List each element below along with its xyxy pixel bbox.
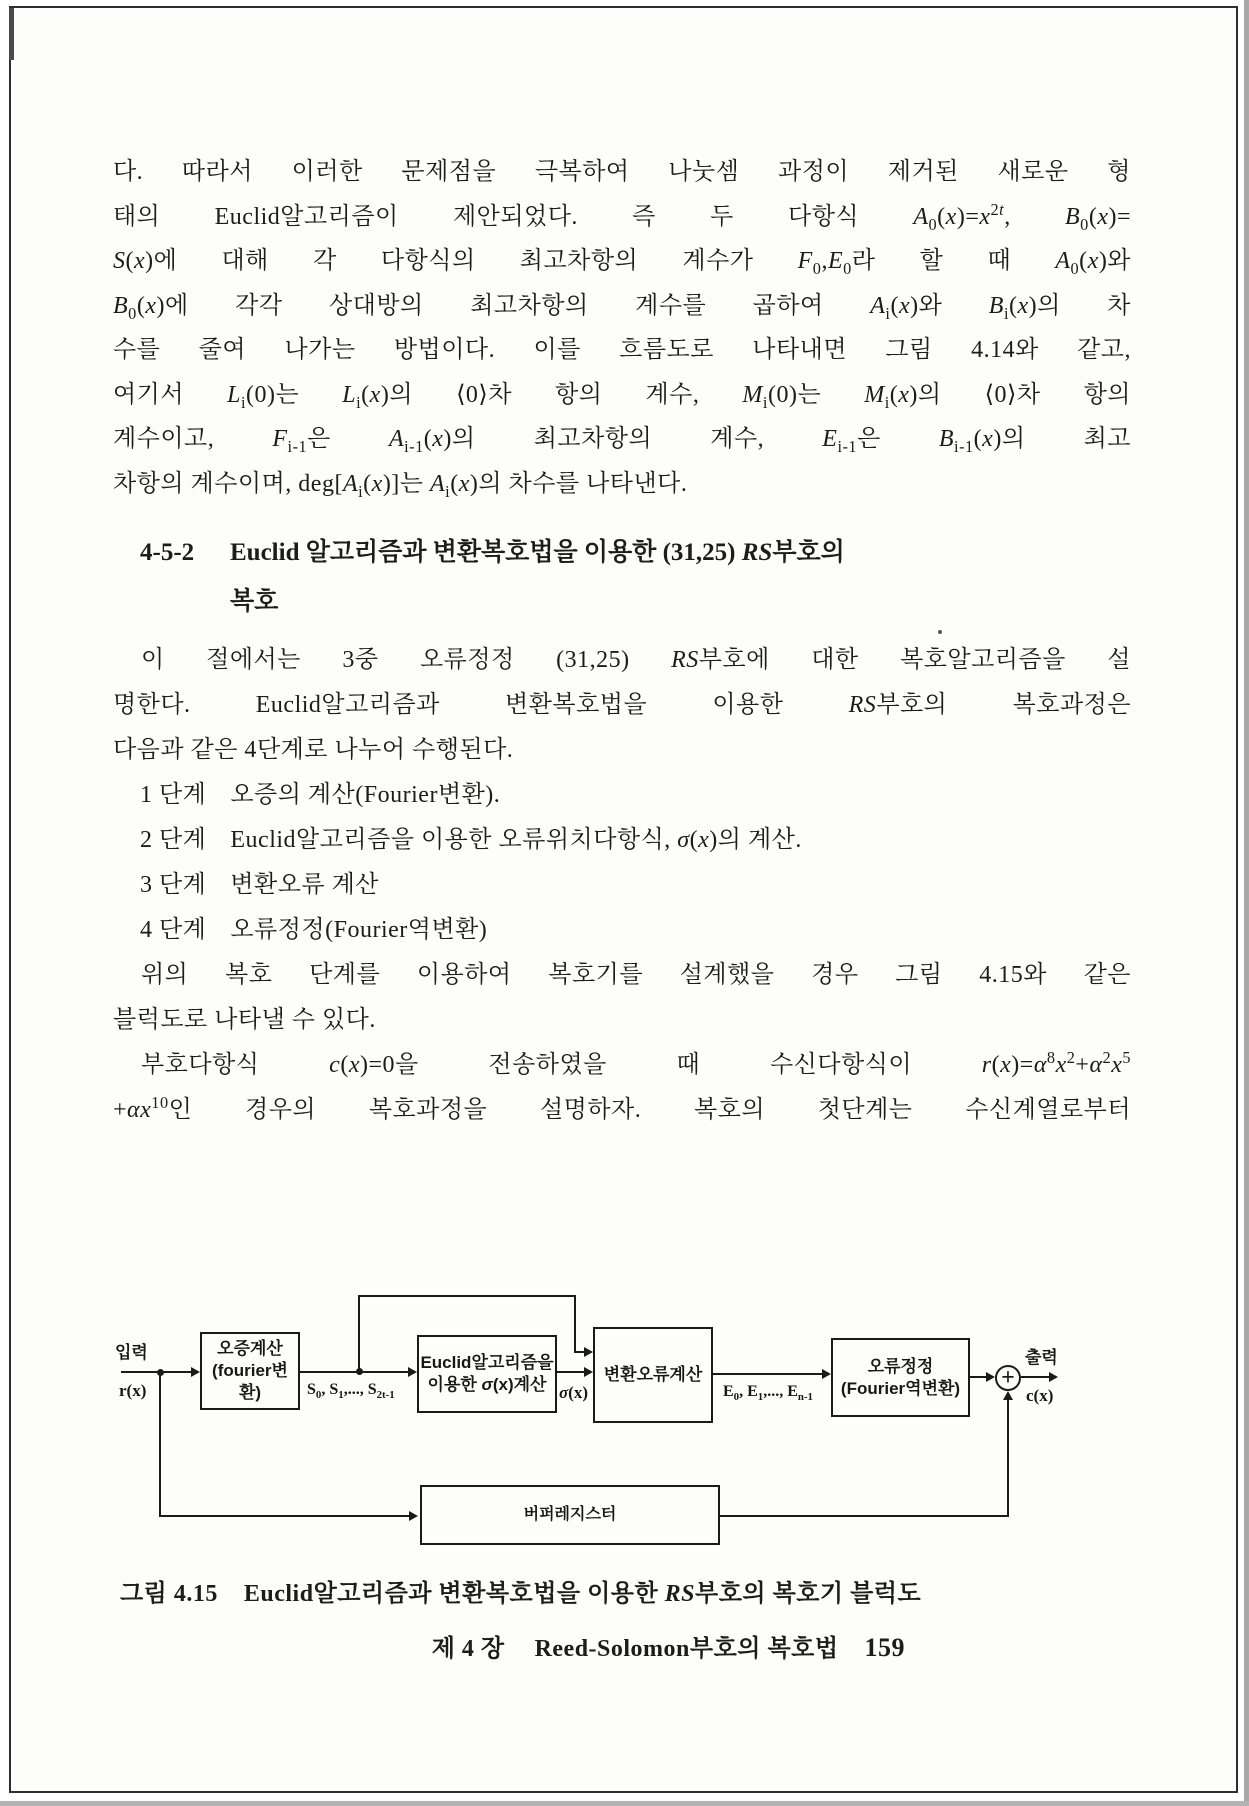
list-item — [140, 908, 1131, 953]
step-text: 오증의 계산(Fourier변환). — [230, 782, 501, 808]
buffer-feed-vline — [159, 1371, 161, 1517]
input-label: 입력 — [115, 1343, 148, 1362]
syndrome-calc-box — [200, 1332, 300, 1410]
step-number: 2 단계 — [140, 827, 207, 853]
step-number: 4 단계 — [140, 917, 207, 943]
bypass-line-up — [358, 1295, 360, 1372]
paragraph-4 — [113, 1043, 1131, 1133]
chapter-label: 제 4 장 — [431, 1636, 505, 1662]
output-arrowhead — [1049, 1372, 1058, 1382]
text-line: 다음과 같은 4단계로 나누어 수행된다. — [113, 737, 514, 763]
bypass-line-top — [358, 1295, 576, 1297]
list-item — [140, 818, 1131, 863]
syndrome-line — [300, 1371, 410, 1373]
decoder-block-diagram — [113, 1291, 1131, 1549]
page-footer — [432, 1628, 905, 1663]
step-number: 3 단계 — [140, 872, 207, 898]
chapter-title: Reed-Solomon부호의 복호법 — [534, 1636, 839, 1662]
text-line: $+\alpha x^{10}$인 경우의 복호과정을 설명하자. 복호의 첫단계는 수신계열로부터 — [113, 1093, 1131, 1123]
sigma-arrowhead — [584, 1367, 593, 1377]
box-label: (fourier변환) — [212, 1361, 288, 1402]
error-line — [713, 1373, 823, 1375]
output-label: 출력 — [1025, 1348, 1058, 1367]
text-line: S(x)에 대해 각 다항식의 최고차항의 계수가 $F_0,E_0$라 할 때 $A_0(x)$와 — [113, 248, 1131, 278]
scan-shadow-right — [1244, 0, 1249, 1806]
section-heading — [113, 528, 1131, 626]
box-label: 버퍼레지스터 — [523, 1506, 617, 1523]
euclid-algorithm-box — [417, 1335, 557, 1413]
step-text: 변환오류 계산 — [230, 872, 379, 898]
bypass-arrowhead — [584, 1347, 593, 1357]
text-line: 블럭도로 나타낼 수 있다. — [113, 1007, 376, 1033]
paragraph-1 — [113, 150, 1131, 506]
figure-caption-text: Euclid알고리즘과 변환복호법을 이용한 RS부호의 복호기 블럭도 — [243, 1581, 922, 1607]
adder-in-arrowhead — [986, 1372, 995, 1382]
error-arrowhead — [822, 1369, 831, 1379]
section-number: 4-5-2 — [140, 539, 195, 566]
box-label: 변환오류계산 — [603, 1365, 703, 1384]
box-label: Euclid알고리즘을 — [420, 1353, 554, 1372]
page-body — [113, 0, 1131, 1663]
paragraph-3 — [113, 953, 1131, 1043]
plus-icon: + — [1001, 1365, 1015, 1391]
syndrome-sequence-label: $S_0$, $S_1$,..., $S_{2t-1}$ — [307, 1381, 395, 1402]
box-label: 이용한 σ(x)계산 — [427, 1375, 547, 1394]
step-text: 오류정정(Fourier역변환) — [230, 917, 488, 943]
transform-error-box — [593, 1327, 713, 1423]
text-line: 태의 Euclid알고리즘이 제안되었다. 즉 두 다항식 $A_0(x)=x^{2t}$, $B_0(x)=$ — [113, 199, 1131, 234]
text-line: 수를 줄여 나가는 방법이다. 이를 흐름도로 나타내면 그림 4.14와 같고, — [113, 337, 1131, 363]
syndrome-arrowhead — [408, 1367, 417, 1377]
output-variable: c(x) — [1026, 1386, 1054, 1405]
text-line: 명한다. Euclid알고리즘과 변환복호법을 이용한 RS부호의 복호과정은 — [113, 692, 1131, 718]
text-line: 이 절에서는 3중 오류정정 (31,25) RS부호에 대한 복호알고리즘을 설 — [141, 647, 1131, 673]
adder-up-arrowhead — [1003, 1391, 1013, 1400]
buffer-in-arrowhead — [409, 1511, 418, 1521]
text-line: $B_0(x)$에 각각 상대방의 최고차항의 계수를 곱하여 $A_i(x)$와 $B_i(x)$의 차 — [113, 292, 1131, 323]
box-label: 오류정정 — [867, 1356, 934, 1376]
error-sequence-label: $E_0$, $E_1$,..., $E_{n-1}$ — [723, 1383, 813, 1404]
text-line: 차항의 계수이며, $deg[A_i(x)]$는 $A_i(x)$의 차수를 나타낸다. — [113, 470, 688, 501]
adder-node — [995, 1365, 1021, 1391]
buffer-register-box — [420, 1485, 720, 1545]
list-item — [140, 773, 1131, 818]
input-variable: r(x) — [119, 1381, 147, 1400]
buffer-out-hline — [720, 1515, 1009, 1517]
text-line: 여기서 $L_i(0)$는 $L_i(x)$의 ⟨0⟩차 항의 계수, $M_i(0)$는 $M_i(x)$의 ⟨0⟩차 항의 — [113, 381, 1131, 412]
text-line: 위의 복호 단계를 이용하여 복호기를 설계했을 경우 그림 4.15와 같은 — [141, 962, 1131, 988]
decoding-steps-list — [113, 773, 1131, 953]
sigma-line — [557, 1371, 585, 1373]
scan-ink-mark — [9, 8, 14, 60]
text-line: 계수이고, $F_{i-1}$은 $A_{i-1}(x)$의 최고차항의 계수, $E_{i-1}$은 $B_{i-1}(x)$의 최고 — [113, 426, 1131, 456]
step-number: 1 단계 — [140, 782, 207, 808]
scan-shadow-bottom — [0, 1801, 1249, 1806]
box-label: (Fourier역변환) — [840, 1378, 961, 1398]
text-line: 부호다항식 c(x)=0을 전송하였을 때 수신다항식이 $r(x)=\alpha^8x^2+\alpha^2x^5$ — [141, 1048, 1132, 1078]
adder-feed-vline — [1007, 1395, 1009, 1517]
section-title-line: Euclid 알고리즘과 변환복호법을 이용한 (31,25) RS부호의 — [230, 539, 845, 566]
output-line — [1021, 1376, 1051, 1378]
section-title-line: 복호 — [230, 588, 279, 615]
bypass-line-down — [574, 1295, 576, 1352]
step-text: Euclid알고리즘을 이용한 오류위치다항식, σ(x)의 계산. — [230, 827, 802, 853]
page-number: 159 — [864, 1633, 905, 1662]
box-label: 오증계산 — [217, 1339, 283, 1358]
text-line: 다. 따라서 이러한 문제점을 극복하여 나눗셈 과정이 제거된 새로운 형 — [113, 159, 1131, 185]
figure-number: 그림 4.15 — [120, 1581, 218, 1607]
error-correct-box — [831, 1338, 970, 1417]
sigma-label: σ(x) — [559, 1383, 588, 1402]
input-arrowhead — [191, 1367, 200, 1377]
section-title — [230, 528, 845, 626]
figure-caption — [113, 1573, 1131, 1608]
paragraph-2 — [113, 638, 1131, 773]
buffer-feed-hline — [159, 1515, 411, 1517]
list-item — [140, 863, 1131, 908]
